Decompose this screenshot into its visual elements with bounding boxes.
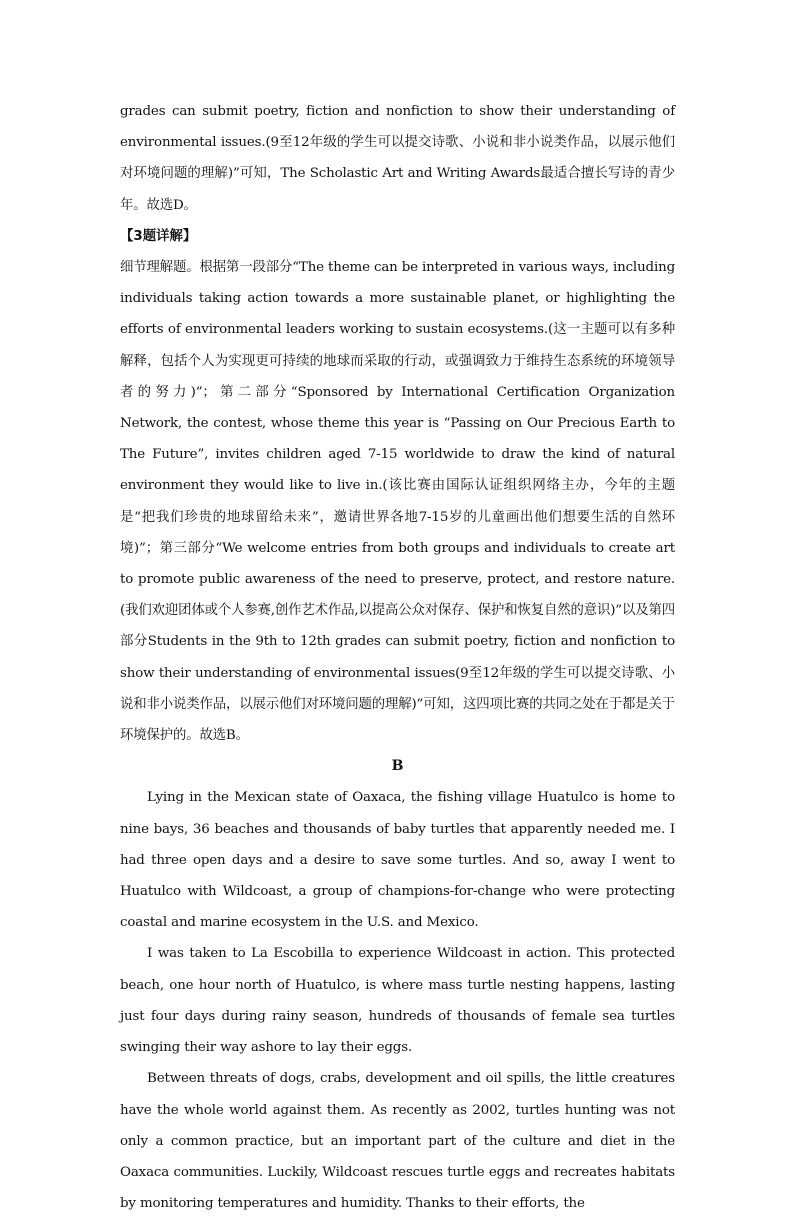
answer-paragraph-2: 细节理解题。根据第一段部分“The theme can be interpreted in various ways, including individuals taking action towards a more sustainable planet, or highlighting the efforts of environmental leaders working to sustain ecosystems.(这一主题可以有多种解释，包括个人为实现更可持续的地球而采取的行动，或强调致力于维持生态系统的环境领导者的努力)”；第二部分“Sponsored by International Certification Organization Network, the contest, whose theme this year is “Passing on Our Precious Earth to The Future”, invites children aged 7-15 worldwide to draw the kind of natural environment they would like to live in.(该比赛由国际认证组织网络主办，今年的主题是“把我们珍贵的地球留给未来”，邀请世界各地7-15岁的儿童画出他们想要生活的自然环境)”；第三部分“We welcome entries from both groups and individuals to create art to promote public awareness of the need to preserve, protect, and restore nature.(我们欢迎团体或个人参赛,创作艺术作品,以提高公众对保存、保护和恢复自然的意识)”以及第四部分Students in the 9th to 12th grades can submit poetry, fiction and nonfiction to show their understanding of environmental issues(9至12年级的学生可以提交诗歌、小说和非小说类作品，以展示他们对环境问题的理解)”可知，这四项比赛的共同之处在于都是关于环境保护的。故选B。 bbox=[120, 260, 675, 744]
passage-paragraph-2: I was taken to La Escobilla to experience Wildcoast in action. This protected beach, one hour north of Huatulco, is where mass turtle nesting happens, lasting just four days during rainy season, hundreds of thousands of female sea turtles swinging their way ashore to lay their eggs. bbox=[120, 946, 675, 1056]
passage-paragraph-3: Between threats of dogs, crabs, development and oil spills, the little creatures have the whole world against them. As recently as 2002, turtles hunting was not only a common practice, but an important part of the culture and diet in the Oaxaca communities. Luckily, Wildcoast rescues turtle eggs and recreates habitats by monitoring temperatures and humidity. Thanks to their efforts, the bbox=[120, 1071, 675, 1212]
passage-paragraph-1: Lying in the Mexican state of Oaxaca, the fishing village Huatulco is home to nine bays, 36 beaches and thousands of baby turtles that apparently needed me. I had three open days and a desire to save some turtles. And so, away I went to Huatulco with Wildcoast, a group of champions-for-change who were protecting coastal and marine ecosystem in the U.S. and Mexico. bbox=[120, 790, 675, 931]
answer-paragraph-1: grades can submit poetry, fiction and nonfiction to show their understanding of environmental issues.(9至12年级的学生可以提交诗歌、小说和非小说类作品，以展示他们对环境问题的理解)”可知，The Scholastic Art and Writing Awards最适合擅长写诗的青少年。故选D。 bbox=[120, 104, 675, 213]
question-3-heading: 【3题详解】 bbox=[120, 228, 197, 244]
document-page bbox=[120, 96, 675, 1219]
section-b-heading: B bbox=[391, 758, 404, 775]
